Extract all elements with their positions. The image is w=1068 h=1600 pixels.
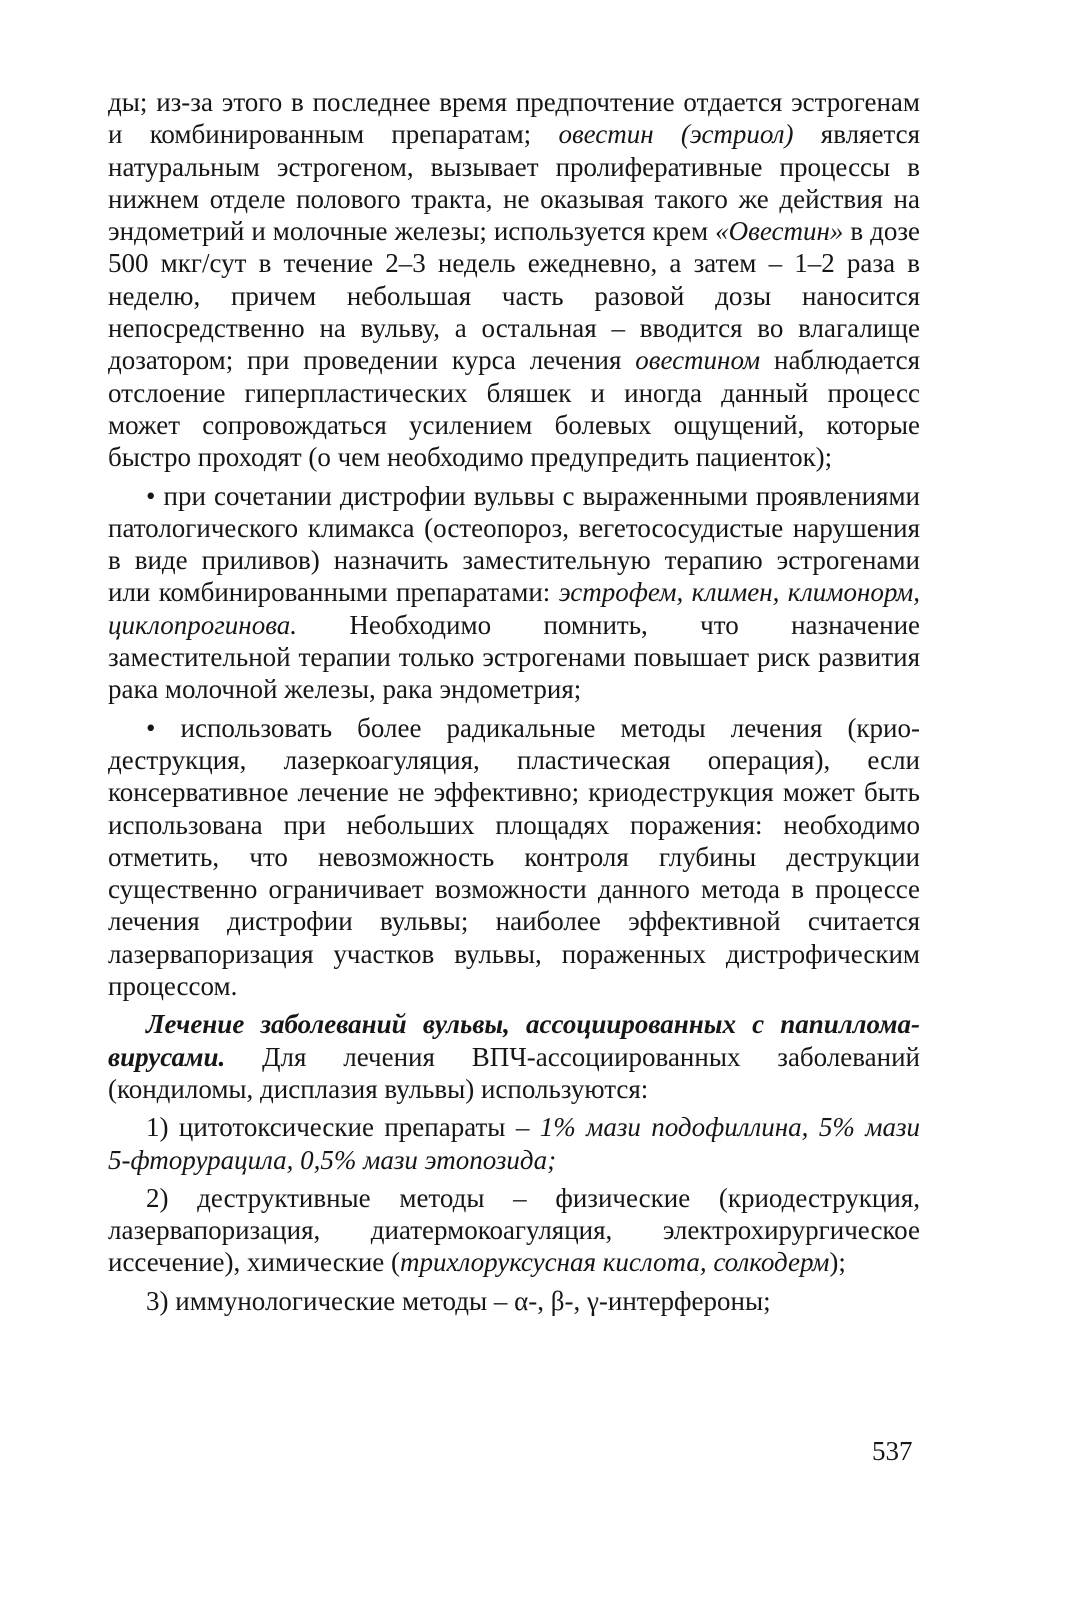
bullet-item-radical-methods: • использовать более радикальные методы лечения (криодеструкция, лазеркоагуляция, пластическая операция), если консервативное лечение не эффективно; криодеструкция может быть использована при небольших площадях поражения: необходимо отметить, что невозможность контроля глубины деструкции существенно ограничивает возможности данного метода в процессе лечения дистрофии вульвы; наиболее эффективной считается лазервапоризация участков вульвы, пораженных дистрофическим процессом.: [108, 712, 920, 1002]
drug-list: трихлоруксусная кислота, солкодерм: [400, 1247, 830, 1278]
body-text: [108, 86, 920, 1317]
bullet-item-hormone-therapy: • при сочетании дистрофии вульвы с выраженными проявлениями патологического климакса (остеопороз, вегетососудистые нарушения в виде приливов) назначить заместительную терапию эстрогенами или комбинированными препаратами: эстрофем, климен, климонорм, циклопрогинова. Необходимо помнить, что назначение заместительной терапии только эстрогенами повышает риск развития рака молочной железы, рака эндометрия;: [108, 480, 920, 705]
list-item-destructive: 2) деструктивные методы – физические (криодеструкция, лазервапоризация, диатермокоагуляция, электрохирургическое иссечение), химические (трихлоруксусная кислота, солкодерм);: [108, 1182, 920, 1278]
drug-list: эстрофем, климен, климонорм, циклопрогинова.: [108, 577, 920, 640]
paragraph-ovestin: ды; из-за этого в последнее время предпочтение отдается эстрогенам и комбинированным препаратам; овестин (эстриол) является натуральным эстрогеном, вызывает пролиферативные процессы в нижнем отделе полового тракта, не оказывая такого же действия на эндометрий и молочные железы; используется крем «Овестин» в дозе 500 мкг/сут в течение 2–3 недель ежедневно, а затем – 1–2 раза в неделю, причем небольшая часть разовой дозы наносится непосредственно на вульву, а остальная – вводится во влагалище дозатором; при проведении курса лечения овестином наблюдается отслоение гиперпластических бляшек и иногда данный процесс может сопровождаться усилением болевых ощущений, которые быстро проходят (о чем необходимо предупредить пациенток);: [108, 87, 920, 473]
list-item-cytotoxic: 1) цитотоксические препараты – 1% мази подофиллина, 5% мази 5-фторурацила, 0,5% мази этопозида;: [108, 1112, 920, 1175]
list-item-immunologic: 3) иммунологические методы – α-, β-, γ-интерфероны;: [146, 1285, 771, 1316]
paragraph-hpv-treatment: Лечение заболеваний вульвы, ассоциированных с папилломавирусами. Для лечения ВПЧ-ассоциированных заболеваний (кондиломы, дисплазия вульвы) используются:: [108, 1009, 920, 1104]
drug-list: 1% мази подофиллина, 5% мази 5-фторурацила, 0,5% мази этопозида;: [108, 1112, 920, 1175]
drug-name: овестином: [635, 345, 761, 376]
drug-name: овестин (эстриол): [558, 119, 794, 150]
drug-name: «Овестин»: [715, 216, 844, 247]
page-number: 537: [872, 1436, 913, 1466]
section-heading: Лечение заболеваний вульвы, ассоциированных с папилломавирусами.: [108, 1009, 920, 1072]
